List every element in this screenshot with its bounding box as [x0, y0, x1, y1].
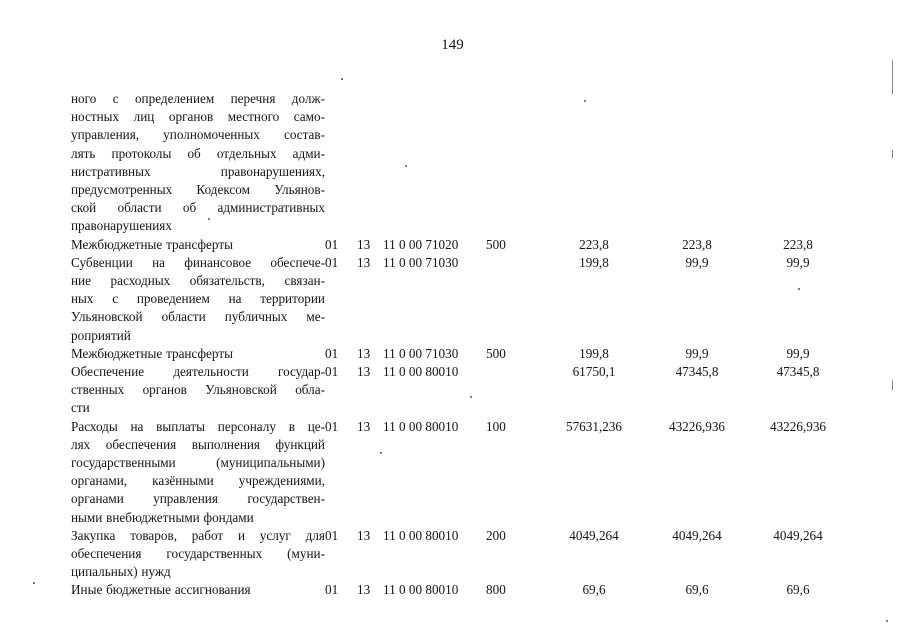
scan-speck: [341, 78, 343, 80]
target-article-code: 11 0 00 71030: [383, 345, 459, 361]
name-line: ного с определением перечня долж-: [71, 91, 325, 106]
amount-1: 4049,264: [569, 527, 619, 543]
expense-name: [71, 90, 325, 236]
name-line: ской области об административных: [71, 200, 325, 216]
table-row: [71, 581, 844, 599]
expense-type-code: 500: [486, 345, 506, 361]
name-line: обеспечения государственных (муни-: [71, 546, 325, 562]
subsection-code: 13: [357, 364, 371, 380]
subsection-code: 13: [357, 418, 371, 434]
scan-speck: [584, 100, 586, 102]
name-line: лять протоколы об отдельных адми-: [71, 145, 325, 161]
expense-type-code: [486, 254, 546, 345]
amount-1: 199,8: [579, 254, 609, 270]
amount-3: 4049,264: [773, 527, 823, 543]
amount-1: 57631,236: [565, 418, 623, 434]
name-line: правонарушениях: [71, 218, 172, 234]
amount-3: 99,9: [786, 345, 810, 361]
amount-3: 99,9: [786, 254, 810, 270]
amount-2: 43226,936: [668, 418, 726, 434]
name-line: ственных органов Ульяновской обла-: [71, 382, 325, 398]
name-line: Межбюджетные трансферты: [71, 345, 233, 361]
expense-name: [71, 527, 325, 582]
scan-edge-mark: [892, 60, 893, 94]
expense-type-code: 800: [486, 582, 506, 598]
expense-type-code: 200: [486, 527, 506, 543]
amount-1: [546, 90, 642, 236]
name-line: Межбюджетные трансферты: [71, 236, 233, 252]
name-line: сти: [71, 400, 90, 416]
target-article-code: 11 0 00 80010: [383, 418, 459, 434]
target-article-code: 11 0 00 71030: [383, 254, 459, 270]
expense-name: [71, 363, 325, 418]
name-line: Ульяновской области публичных ме-: [71, 309, 325, 325]
name-line: Субвенции на финансовое обеспече-: [71, 254, 325, 270]
amount-2: 223,8: [682, 236, 712, 252]
name-line: Закупка товаров, работ и услуг для: [71, 527, 325, 543]
subsection-code: 13: [357, 254, 371, 270]
name-line: Расходы на выплаты персоналу в це-: [71, 418, 325, 434]
scan-speck: [33, 582, 35, 584]
scan-speck: [470, 396, 472, 398]
section-code: 01: [325, 582, 339, 598]
amount-1: 223,8: [579, 236, 609, 252]
name-line: органами, казёнными учреждениями,: [71, 473, 325, 489]
table-row: [71, 90, 844, 236]
amount-2: 4049,264: [672, 527, 722, 543]
expense-type-code: [486, 363, 546, 418]
scan-speck: [380, 452, 382, 454]
amount-1: 199,8: [579, 345, 609, 361]
table-row: [71, 236, 844, 254]
name-line: ных с проведением на территории: [71, 291, 325, 307]
section-code: 01: [325, 527, 339, 543]
subsection-code: 13: [357, 582, 371, 598]
amount-2: 99,9: [685, 345, 709, 361]
section-code: 01: [325, 364, 339, 380]
expense-name: [71, 418, 325, 527]
expense-name: [71, 254, 325, 345]
amount-3: 223,8: [783, 236, 813, 252]
name-line: ными внебюджетными фондами: [71, 509, 254, 525]
amount-1: 69,6: [582, 582, 606, 598]
expense-type-code: [486, 90, 546, 236]
target-article-code: 11 0 00 71020: [383, 236, 459, 252]
target-article-code: 11 0 00 80010: [383, 527, 459, 543]
amount-2: 69,6: [685, 582, 709, 598]
name-line: предусмотренных Кодексом Ульянов-: [71, 182, 325, 198]
name-line: ципальных) нужд: [71, 564, 171, 580]
subsection-code: 13: [357, 345, 371, 361]
subsection-code: [357, 90, 383, 236]
scan-speck: [405, 165, 407, 167]
table-row: [71, 527, 844, 582]
name-line: лях обеспечения выполнения функций: [71, 436, 325, 452]
budget-table: [71, 90, 844, 600]
target-article-code: 11 0 00 80010: [383, 582, 459, 598]
target-article-code: [383, 90, 486, 236]
amount-3: 43226,936: [769, 418, 827, 434]
name-line: государственными (муниципальными): [71, 455, 325, 471]
target-article-code: 11 0 00 80010: [383, 364, 459, 380]
expense-type-code: 500: [486, 236, 506, 252]
page-number: 149: [441, 37, 464, 53]
section-code: 01: [325, 345, 339, 361]
amount-3: 69,6: [786, 582, 810, 598]
name-line: органами управления государствен-: [71, 491, 325, 507]
expense-name: [71, 581, 325, 599]
name-line: ние расходных обязательств, связан-: [71, 273, 325, 289]
amount-2: 99,9: [685, 254, 709, 270]
amount-3: [752, 90, 844, 236]
subsection-code: 13: [357, 236, 371, 252]
scan-speck: [208, 218, 210, 220]
scan-speck: [798, 288, 800, 290]
scan-edge-mark: [892, 380, 893, 390]
name-line: роприятий: [71, 327, 131, 343]
name-line: ностных лиц органов местного само-: [71, 109, 325, 125]
amount-3: 47345,8: [776, 364, 820, 380]
expense-type-code: 100: [486, 418, 506, 434]
name-line: Обеспечение деятельности государ-: [71, 364, 325, 380]
name-line: управления, уполномоченных состав-: [71, 127, 325, 143]
section-code: 01: [325, 236, 339, 252]
table-row: [71, 254, 844, 345]
expense-name: [71, 236, 325, 254]
section-code: 01: [325, 418, 339, 434]
table-row: [71, 418, 844, 527]
amount-1: 61750,1: [572, 364, 616, 380]
amount-2: 47345,8: [675, 364, 719, 380]
table-row: [71, 345, 844, 363]
name-line: нистративных правонарушениях,: [71, 163, 325, 179]
scan-speck: [886, 620, 888, 622]
scan-edge-mark: [892, 150, 893, 158]
section-code: [325, 90, 357, 236]
expense-name: [71, 345, 325, 363]
amount-2: [642, 90, 752, 236]
table-row: [71, 363, 844, 418]
subsection-code: 13: [357, 527, 371, 543]
name-line: Иные бюджетные ассигнования: [71, 582, 251, 598]
section-code: 01: [325, 254, 339, 270]
